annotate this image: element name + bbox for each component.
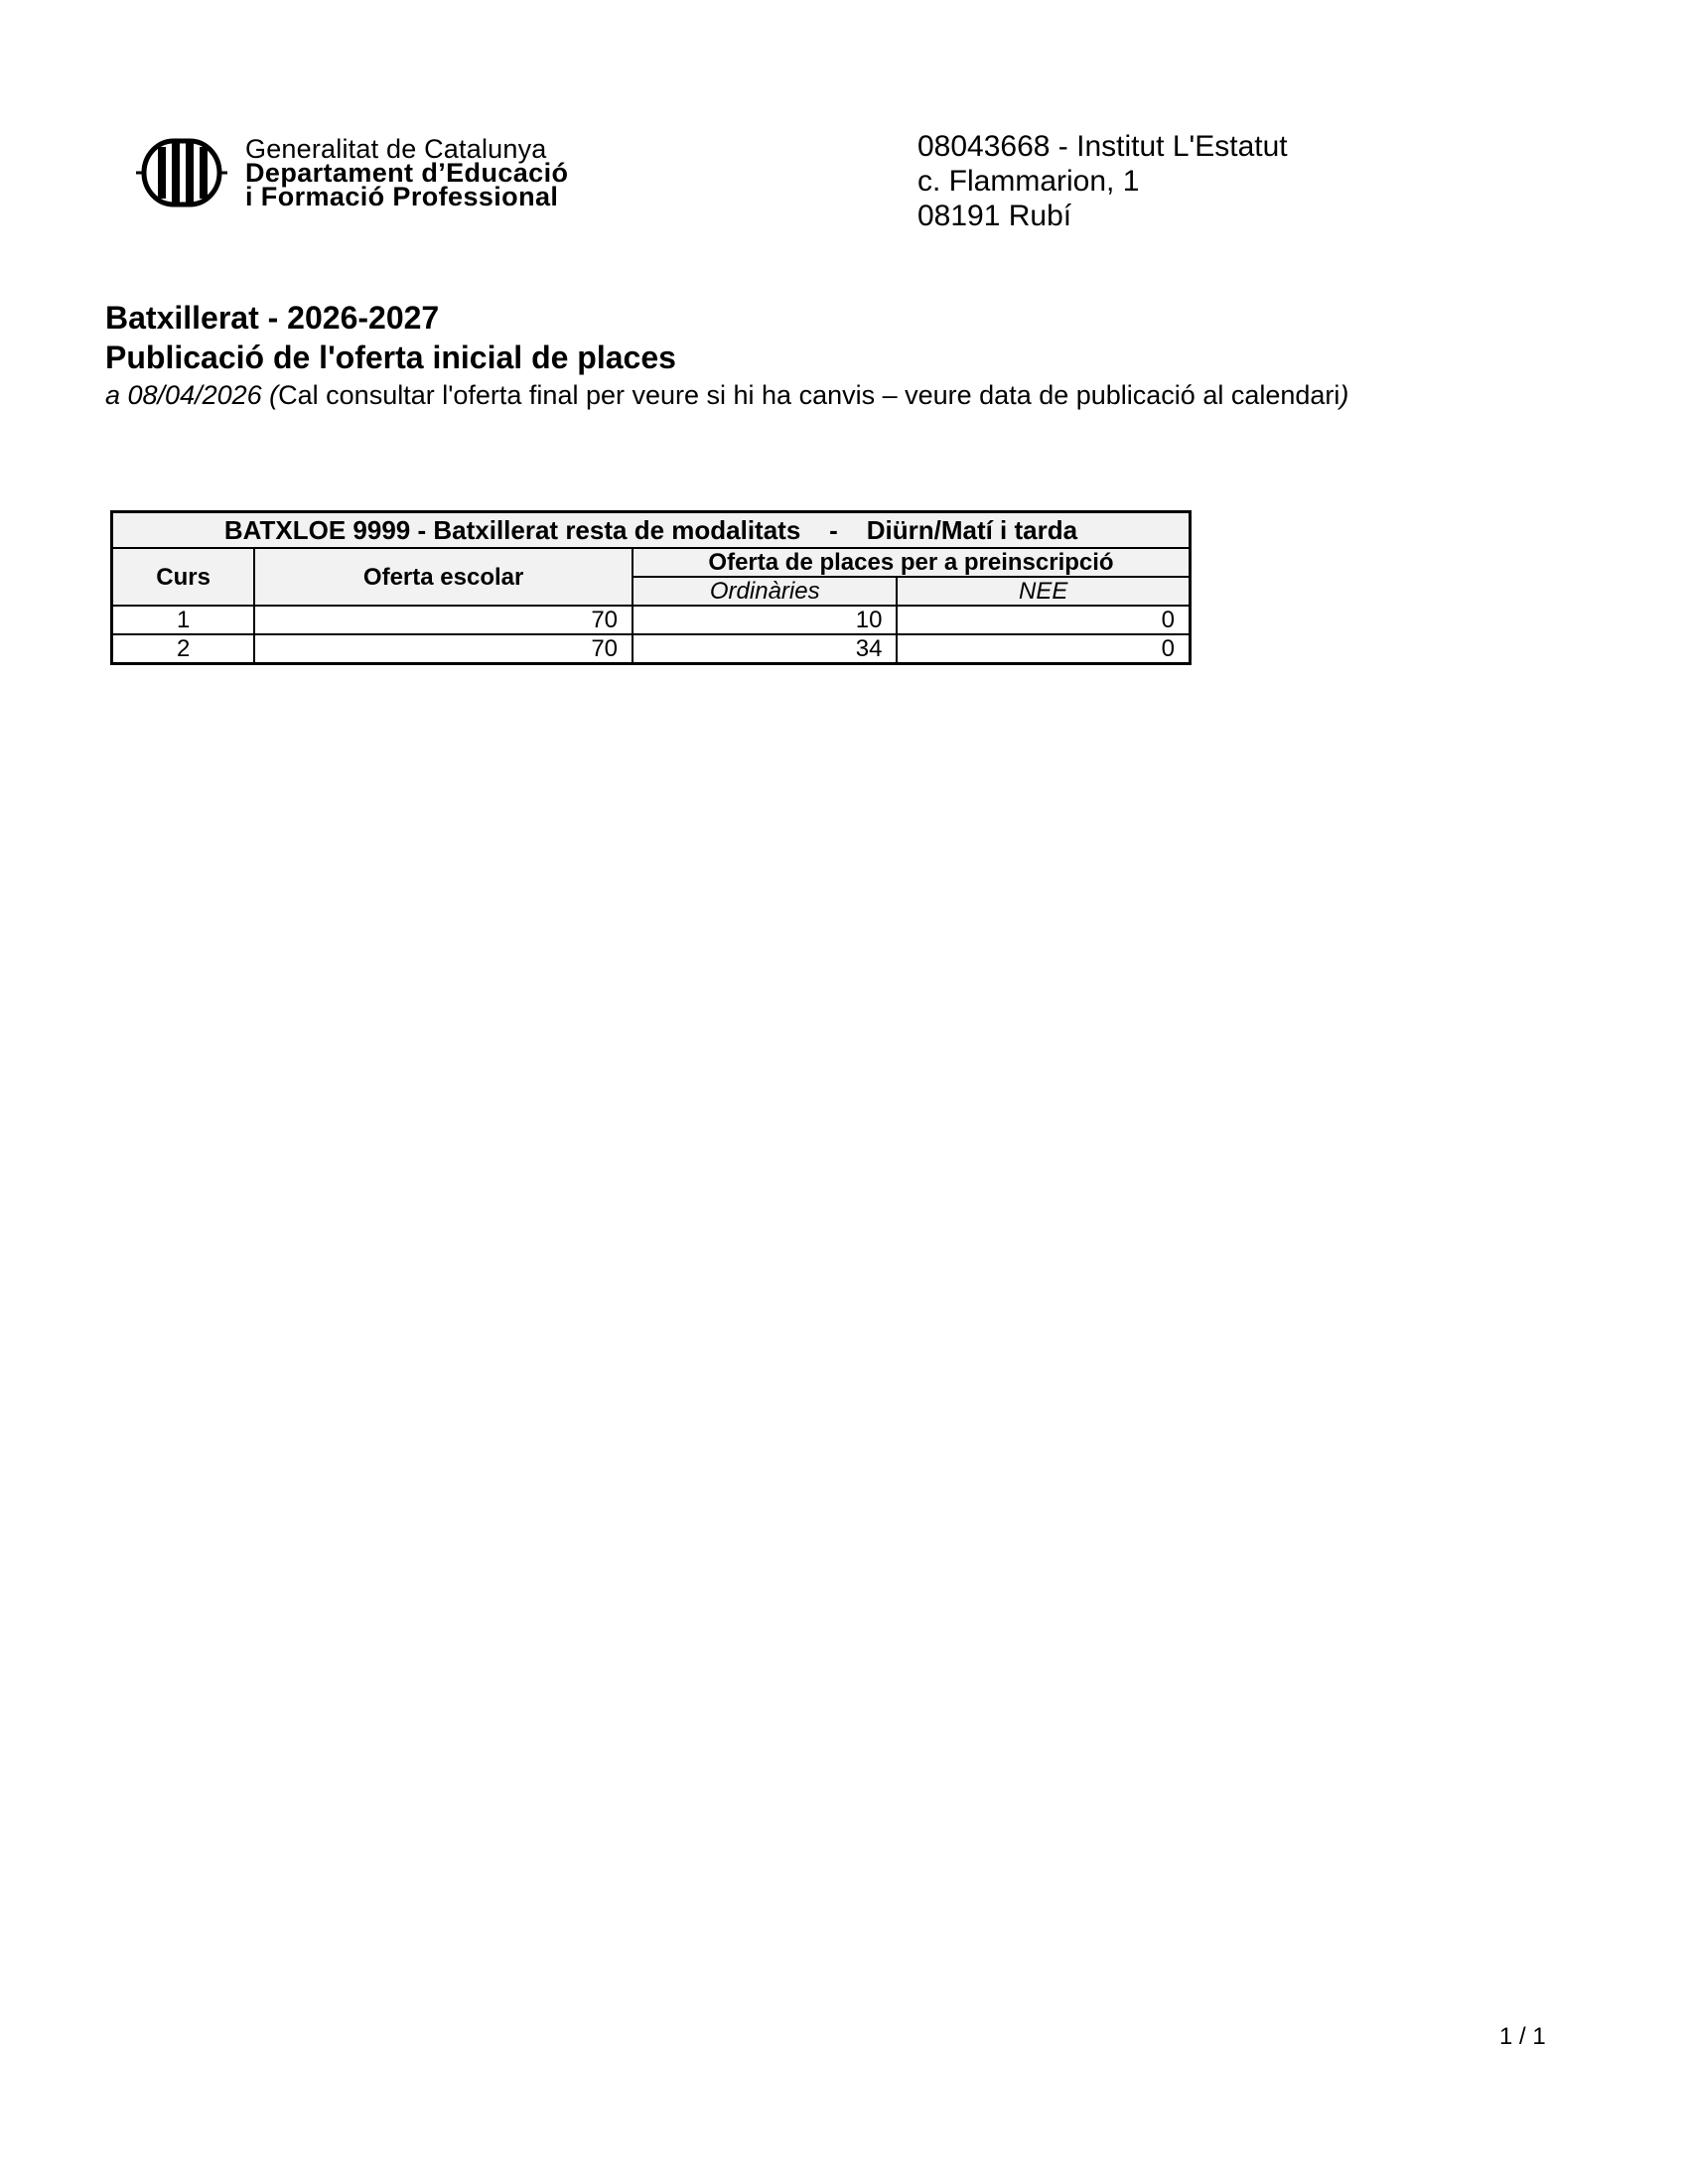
cell-nee: 0 xyxy=(897,606,1190,634)
publication-note-text: Cal consultar l'oferta final per veure si hi ha canvis – veure data de publicació al calendari xyxy=(278,380,1340,410)
table-row xyxy=(112,634,1191,664)
header-oferta-places: Oferta de places per a preinscripció xyxy=(633,548,1190,577)
header-ordinaries: Ordinàries xyxy=(633,577,897,606)
document-header xyxy=(105,298,1348,413)
offer-table-title-row xyxy=(112,512,1191,549)
offer-table xyxy=(110,510,1192,665)
generalitat-logo xyxy=(136,131,672,214)
document-subtitle: Publicació de l'oferta inicial de places xyxy=(105,340,676,375)
logo-department-text: Departament d’Educació xyxy=(245,158,569,188)
header-oferta-escolar: Oferta escolar xyxy=(254,548,633,606)
header-nee: NEE xyxy=(897,577,1190,606)
offer-table-header-row xyxy=(112,548,1191,577)
cell-nee: 0 xyxy=(897,634,1190,664)
logo-wordmark xyxy=(245,134,569,211)
publication-note xyxy=(105,377,1348,413)
school-address xyxy=(917,129,1288,233)
table-row xyxy=(112,606,1191,634)
cell-ordinaries: 34 xyxy=(633,634,897,664)
publication-date: a 08/04/2026 ( xyxy=(105,380,279,410)
school-code-name: 08043668 - Institut L'Estatut xyxy=(917,130,1288,163)
logo-department-text-2: i Formació Professional xyxy=(245,182,559,211)
school-city: 08191 Rubí xyxy=(917,200,1072,232)
cell-ordinaries: 10 xyxy=(633,606,897,634)
cell-oferta-escolar: 70 xyxy=(254,606,633,634)
document-title: Batxillerat - 2026-2027 xyxy=(105,300,440,336)
school-street: c. Flammarion, 1 xyxy=(917,165,1140,198)
cell-oferta-escolar: 70 xyxy=(254,634,633,664)
header-curs: Curs xyxy=(112,548,255,606)
cell-curs: 2 xyxy=(112,634,255,664)
cell-curs: 1 xyxy=(112,606,255,634)
offer-table-title: BATXLOE 9999 - Batxillerat resta de modalitats - Diürn/Matí i tarda xyxy=(112,512,1191,549)
publication-note-suffix: ) xyxy=(1339,380,1349,410)
generalitat-emblem-icon xyxy=(136,135,227,210)
logo-generalitat-text: Generalitat de Catalunya xyxy=(245,134,547,164)
page-number: 1 / 1 xyxy=(1499,2023,1546,2050)
